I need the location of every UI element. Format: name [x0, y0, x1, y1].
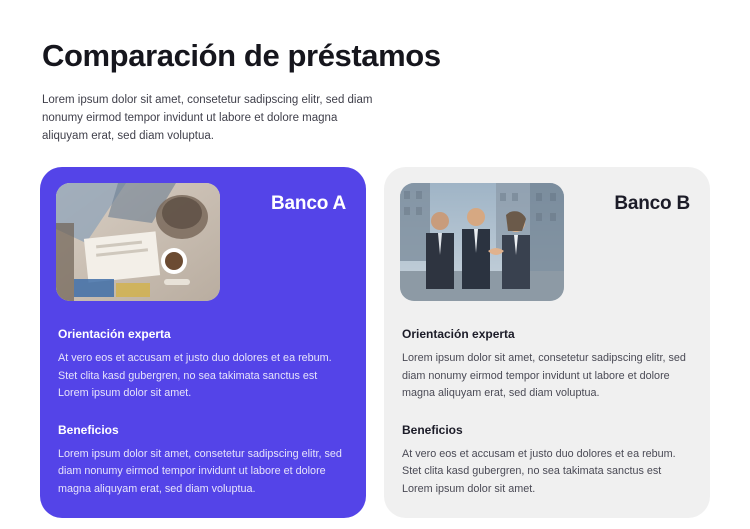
card-a-image — [56, 183, 220, 301]
card-b-section-guidance — [400, 327, 694, 402]
handshake-photo-icon — [400, 183, 564, 301]
page-intro-text: Lorem ipsum dolor sit amet, consetetur sadipscing elitr, sed diam nonumy eirmod tempor invidunt ut labore et dolore magna aliquyam erat, sed diam voluptua. — [42, 94, 373, 142]
comparison-cards — [40, 167, 710, 518]
card-b-section-benefits — [400, 423, 694, 498]
page-title: Comparación de préstamos — [42, 38, 441, 73]
meeting-photo-icon — [56, 183, 220, 301]
card-a-section-benefits-heading: Beneficios — [58, 422, 119, 437]
card-a-section-benefits-body: Lorem ipsum dolor sit amet, consetetur sadipscing elitr, sed diam nonumy eirmod tempor invidunt ut labore et dolore magna aliquyam erat, sed diam voluptua. — [58, 447, 342, 495]
card-b-title: Banco B — [614, 193, 690, 215]
card-a-title: Banco A — [271, 193, 346, 215]
card-a-section-guidance-body: At vero eos et accusam et justo duo dolores et ea rebum. Stet clita kasd gubergren, no sea takimata sanctus est Lorem ipsum dolor sit amet. — [58, 352, 332, 400]
card-b-section-benefits-body: At vero eos et accusam et justo duo dolores et ea rebum. Stet clita kasd gubergren, no sea takimata sanctus est Lorem ipsum dolor sit amet. — [402, 447, 676, 495]
card-a-section-guidance — [56, 327, 350, 402]
card-b-section-guidance-body: Lorem ipsum dolor sit amet, consetetur sadipscing elitr, sed diam nonumy eirmod tempor invidunt ut labore et dolore magna aliquyam erat, sed diam voluptua. — [402, 352, 686, 400]
card-b-header — [400, 183, 694, 301]
card-banco-b[interactable] — [384, 167, 710, 518]
card-b-image — [400, 183, 564, 301]
card-a-section-benefits — [56, 423, 350, 498]
card-b-section-benefits-heading: Beneficios — [402, 422, 463, 437]
card-a-header — [56, 183, 350, 301]
card-a-section-guidance-heading: Orientación experta — [58, 327, 171, 342]
card-banco-a[interactable] — [40, 167, 366, 518]
card-b-section-guidance-heading: Orientación experta — [402, 327, 515, 342]
